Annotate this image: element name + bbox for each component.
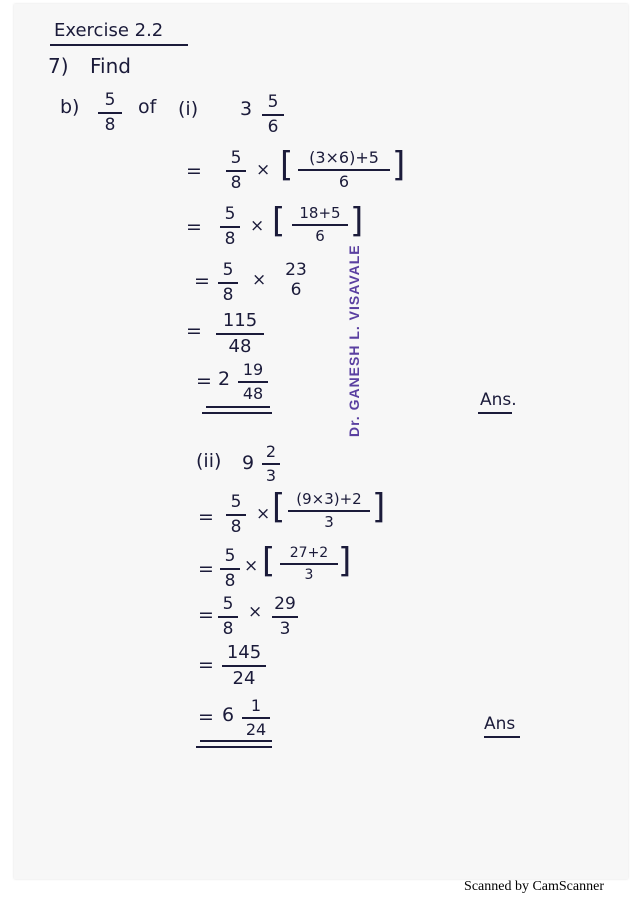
fraction-numerator: 2 bbox=[265, 442, 277, 461]
fraction-bar bbox=[298, 169, 390, 171]
left-bracket: [ bbox=[272, 201, 286, 241]
part-ii-label: (ii) bbox=[196, 450, 222, 472]
scanner-watermark: Scanned by CamScanner bbox=[464, 879, 604, 894]
fraction-bar bbox=[288, 510, 370, 512]
fraction-denominator: 8 bbox=[222, 619, 234, 639]
author-stamp: Dr. GANESH L. VISAVALE bbox=[346, 244, 362, 437]
fraction-bar bbox=[218, 616, 238, 618]
fraction-numerator: 145 bbox=[226, 642, 262, 663]
right-bracket: ] bbox=[350, 201, 364, 241]
equals-sign: = bbox=[186, 320, 202, 342]
fraction-numerator: 5 bbox=[104, 90, 116, 110]
fraction-denominator: 3 bbox=[265, 466, 277, 485]
part-i-whole: 3 bbox=[240, 98, 253, 120]
notebook-page bbox=[14, 4, 628, 879]
fraction-bar bbox=[222, 665, 266, 667]
fraction-denominator: 24 bbox=[245, 720, 267, 739]
fraction-denominator: 3 bbox=[279, 619, 291, 639]
step-fraction bbox=[272, 596, 298, 638]
times-sign: × bbox=[244, 556, 259, 576]
equals-sign: = bbox=[186, 160, 202, 182]
equals-sign: = bbox=[198, 506, 214, 528]
fraction-denominator: 8 bbox=[222, 285, 234, 305]
fraction-bar bbox=[226, 170, 246, 172]
fraction-denominator: 8 bbox=[230, 517, 242, 537]
step-fraction bbox=[220, 548, 240, 590]
fraction-denominator: 8 bbox=[224, 571, 236, 591]
fraction-denominator: 48 bbox=[242, 384, 264, 403]
of-word: of bbox=[138, 96, 157, 118]
answer-underline bbox=[202, 412, 272, 414]
answer-underline bbox=[200, 740, 272, 742]
ans-underline bbox=[484, 736, 520, 738]
fraction-denominator: 8 bbox=[224, 229, 236, 249]
fraction-numerator: 115 bbox=[222, 310, 258, 331]
fraction-numerator: (9×3)+2 bbox=[296, 490, 362, 508]
mixed-whole: 6 bbox=[222, 704, 235, 726]
fraction-bar bbox=[226, 514, 246, 516]
fraction-numerator: 19 bbox=[242, 360, 264, 379]
times-sign: × bbox=[256, 504, 271, 524]
times-sign: × bbox=[252, 270, 267, 290]
fraction-numerator: (3×6)+5 bbox=[309, 148, 379, 167]
part-i-label: (i) bbox=[178, 98, 199, 120]
fraction-denominator: 3 bbox=[304, 567, 314, 583]
fraction-bar bbox=[292, 224, 348, 226]
equals-sign: = bbox=[194, 270, 210, 292]
mixed-whole: 2 bbox=[218, 368, 231, 390]
fraction-denominator: 6 bbox=[315, 227, 325, 245]
part-b-label: b) bbox=[60, 96, 80, 118]
equals-sign: = bbox=[198, 654, 214, 676]
fraction-bar bbox=[218, 282, 238, 284]
title-underline bbox=[50, 44, 188, 46]
part-b-fraction bbox=[98, 92, 122, 134]
fraction-denominator: 8 bbox=[104, 115, 116, 135]
step-bracket-fraction bbox=[288, 492, 370, 530]
equals-sign: = bbox=[196, 370, 212, 392]
fraction-bar bbox=[220, 568, 240, 570]
fraction-numerator: 5 bbox=[222, 260, 234, 280]
left-bracket: [ bbox=[272, 487, 286, 527]
fraction-numerator: 1 bbox=[250, 696, 262, 715]
step-fraction bbox=[242, 698, 270, 738]
right-bracket: ] bbox=[392, 145, 406, 185]
ans-underline bbox=[478, 412, 512, 414]
fraction-bar bbox=[262, 114, 284, 116]
fraction-numerator: 18+5 bbox=[299, 204, 341, 222]
step-fraction bbox=[226, 150, 246, 192]
part-i-fraction bbox=[262, 94, 284, 136]
step-fraction bbox=[218, 596, 238, 638]
times-sign: × bbox=[250, 216, 265, 236]
step-fraction bbox=[238, 362, 268, 402]
fraction-numerator: 5 bbox=[224, 546, 236, 566]
fraction-bar bbox=[242, 717, 270, 719]
equals-sign: = bbox=[198, 558, 214, 580]
fraction-bar bbox=[262, 463, 280, 465]
step-bracket-fraction bbox=[298, 150, 390, 190]
fraction-bar bbox=[220, 226, 240, 228]
fraction-denominator: 6 bbox=[338, 172, 350, 191]
step-fraction bbox=[218, 262, 238, 304]
step-fraction bbox=[220, 206, 240, 248]
left-bracket: [ bbox=[280, 145, 294, 185]
fraction-numerator: 5 bbox=[222, 594, 234, 614]
left-bracket: [ bbox=[262, 541, 276, 581]
fraction-bar bbox=[238, 381, 268, 383]
fraction-denominator: 24 bbox=[232, 668, 256, 689]
fraction-bar bbox=[216, 333, 264, 335]
times-sign: × bbox=[248, 602, 263, 622]
fraction-denominator: 6 bbox=[267, 117, 279, 137]
question-text: Find bbox=[90, 54, 131, 78]
right-bracket: ] bbox=[338, 541, 352, 581]
answer-label: Ans. bbox=[480, 390, 517, 410]
part-ii-fraction bbox=[262, 444, 280, 484]
fraction-numerator: 5 bbox=[230, 148, 242, 168]
right-bracket: ] bbox=[372, 487, 386, 527]
fraction-numerator: 27+2 bbox=[289, 545, 329, 561]
step-fraction bbox=[222, 644, 266, 688]
equals-sign: = bbox=[198, 706, 214, 728]
answer-underline bbox=[206, 406, 270, 408]
fraction-denominator: 6 bbox=[290, 280, 302, 300]
question-number: 7) bbox=[48, 54, 69, 78]
step-fraction bbox=[226, 494, 246, 536]
fraction-numerator: 5 bbox=[230, 492, 242, 512]
fraction-bar bbox=[272, 616, 298, 618]
part-ii-whole: 9 bbox=[242, 452, 255, 474]
fraction-numerator: 29 bbox=[274, 594, 296, 614]
equals-sign: = bbox=[186, 216, 202, 238]
answer-label: Ans bbox=[484, 714, 516, 734]
step-fraction bbox=[216, 312, 264, 356]
answer-underline bbox=[196, 746, 272, 748]
fraction-denominator: 8 bbox=[230, 173, 242, 193]
fraction-numerator: 23 bbox=[285, 260, 307, 280]
fraction-denominator: 48 bbox=[228, 336, 252, 357]
fraction-bar bbox=[280, 563, 338, 565]
fraction-numerator: 5 bbox=[224, 204, 236, 224]
times-sign: × bbox=[256, 160, 271, 180]
equals-sign: = bbox=[198, 604, 214, 626]
exercise-title: Exercise 2.2 bbox=[54, 20, 164, 41]
fraction-bar bbox=[98, 112, 122, 114]
step-bracket-fraction bbox=[292, 206, 348, 244]
step-bracket-fraction bbox=[280, 546, 338, 582]
fraction-numerator: 5 bbox=[267, 92, 279, 112]
fraction-denominator: 3 bbox=[324, 513, 334, 531]
step-fraction bbox=[282, 262, 310, 299]
